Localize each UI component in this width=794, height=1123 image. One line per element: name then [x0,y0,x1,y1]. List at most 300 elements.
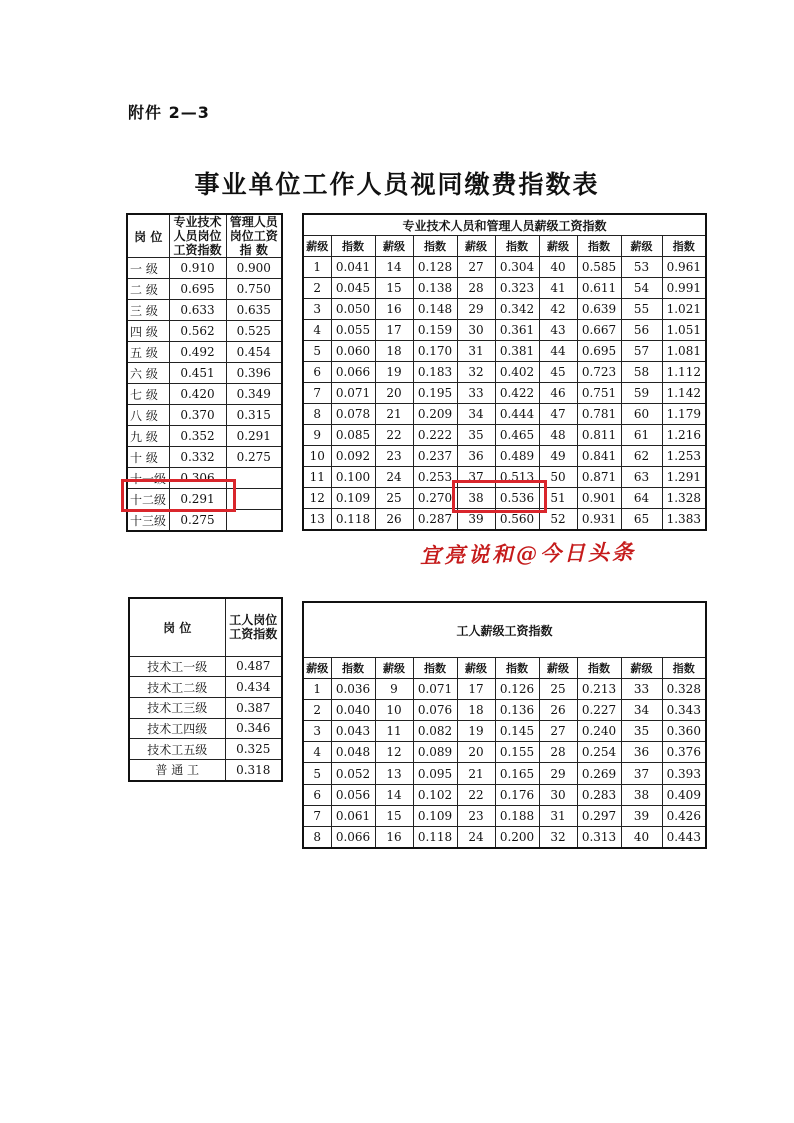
table-cell: 0.066 [331,826,375,848]
column-header: 指数 [662,236,706,257]
table-cell: 0.287 [413,509,457,531]
table-cell: 39 [621,805,662,826]
table-cell: 六 级 [127,363,169,384]
attachment-label: 附件 2—3 [128,103,210,122]
table-cell: 0.109 [331,488,375,509]
table-cell: 0.056 [331,784,375,805]
table-row [303,721,706,742]
table-cell: 0.451 [169,363,226,384]
table-cell: 0.222 [413,425,457,446]
table-row [303,320,706,341]
table-cell: 1.051 [662,320,706,341]
table-cell: 22 [375,425,413,446]
table-cell: 31 [457,341,495,362]
table-cell [226,510,282,532]
table-cell: 0.343 [662,700,706,721]
table-cell: 0.055 [331,320,375,341]
table-cell: 0.297 [577,805,621,826]
table-cell: 13 [375,763,413,784]
table-cell: 0.102 [413,784,457,805]
table-cell: 23 [375,446,413,467]
table-row [129,759,282,780]
table-cell: 技术工二级 [129,677,225,698]
table-cell: 0.076 [413,700,457,721]
table-cell: 0.562 [169,321,226,342]
table-cell: 0.667 [577,320,621,341]
table-cell: 0.349 [226,384,282,405]
table-cell: 1.253 [662,446,706,467]
table-cell: 0.040 [331,700,375,721]
table-cell: 0.304 [495,257,539,278]
table-cell: 1.142 [662,383,706,404]
table-cell: 五 级 [127,342,169,363]
table-cell: 27 [539,721,577,742]
watermark-text: 宜亮说和@今日头条 [419,539,637,568]
column-header: 指数 [577,658,621,679]
table-cell: 49 [539,446,577,467]
worker-post-index-table [128,597,283,782]
column-header: 指数 [413,658,457,679]
table-cell: 0.291 [169,489,226,510]
table-row [303,784,706,805]
table-row [303,362,706,383]
table-cell: 1 [303,257,331,278]
table-cell: 21 [375,404,413,425]
table-row [127,405,282,426]
table-cell: 24 [457,826,495,848]
table-row [303,299,706,320]
column-header: 指数 [495,236,539,257]
table-cell: 0.871 [577,467,621,488]
table-cell: 十 级 [127,447,169,468]
table-cell: 36 [621,742,662,763]
table-row [127,447,282,468]
table-cell: 51 [539,488,577,509]
table-cell: 0.585 [577,257,621,278]
table-cell: 0.269 [577,763,621,784]
table-row [129,697,282,718]
table-cell: 1.179 [662,404,706,425]
table-cell: 50 [539,467,577,488]
table-cell: 技术工四级 [129,718,225,739]
table-cell: 0.165 [495,763,539,784]
table-cell: 43 [539,320,577,341]
table-row [303,257,706,278]
table-cell: 1.081 [662,341,706,362]
table-row [303,679,706,700]
table-cell: 0.291 [226,426,282,447]
table-cell: 3 [303,721,331,742]
table-cell: 9 [375,679,413,700]
table-cell: 0.048 [331,742,375,763]
table-cell: 0.402 [495,362,539,383]
table-cell: 0.434 [225,677,282,698]
table-cell: 0.066 [331,362,375,383]
column-header: 指数 [331,236,375,257]
column-header: 薪级 [303,658,331,679]
table-cell: 0.489 [495,446,539,467]
table-cell: 0.109 [413,805,457,826]
table-cell: 31 [539,805,577,826]
column-header: 指数 [331,658,375,679]
table-cell: 58 [621,362,662,383]
table-cell: 十一级 [127,468,169,489]
table-cell: 技术工一级 [129,656,225,677]
table-row [303,763,706,784]
table-cell: 0.443 [662,826,706,848]
table-cell: 0.313 [577,826,621,848]
column-header: 指数 [495,658,539,679]
table-cell: 28 [539,742,577,763]
table-cell: 0.159 [413,320,457,341]
table-cell: 20 [457,742,495,763]
table-cell: 0.750 [226,279,282,300]
table-cell: 25 [375,488,413,509]
table-cell: 0.237 [413,446,457,467]
table-cell: 21 [457,763,495,784]
table-cell: 0.387 [225,697,282,718]
table-cell: 38 [621,784,662,805]
table-cell: 19 [375,362,413,383]
table-cell: 0.325 [225,739,282,760]
table-cell: 0.071 [331,383,375,404]
mgmt-post-index-header: 管理人员岗位工资指 数 [226,214,282,258]
table-cell: 42 [539,299,577,320]
table-cell: 0.328 [662,679,706,700]
table-cell: 0.061 [331,805,375,826]
table-row [303,446,706,467]
table-cell: 0.089 [413,742,457,763]
table-cell: 41 [539,278,577,299]
table-cell: 0.910 [169,258,226,279]
table-cell: 25 [539,679,577,700]
table-cell: 38 [457,488,495,509]
column-header: 指数 [662,658,706,679]
table-cell: 59 [621,383,662,404]
table-cell: 0.227 [577,700,621,721]
table-cell: 40 [539,257,577,278]
table-cell: 0.811 [577,425,621,446]
table-cell: 0.270 [413,488,457,509]
table-cell: 0.376 [662,742,706,763]
table-cell: 16 [375,299,413,320]
table-cell: 15 [375,805,413,826]
table-cell: 65 [621,509,662,531]
table-cell: 6 [303,784,331,805]
table-cell: 0.991 [662,278,706,299]
table-cell: 23 [457,805,495,826]
table-cell: 0.118 [413,826,457,848]
table-cell: 一 级 [127,258,169,279]
table-cell: 57 [621,341,662,362]
table-cell: 2 [303,278,331,299]
table-cell: 9 [303,425,331,446]
table-cell: 11 [375,721,413,742]
table-cell: 17 [457,679,495,700]
table-cell: 0.444 [495,404,539,425]
table-cell: 14 [375,784,413,805]
table-cell: 8 [303,826,331,848]
table-row [303,805,706,826]
table-cell: 0.393 [662,763,706,784]
table-cell: 技术工五级 [129,739,225,760]
table-cell: 7 [303,805,331,826]
table-cell: 0.513 [495,467,539,488]
table-row [303,404,706,425]
table-cell: 28 [457,278,495,299]
table-cell: 0.145 [495,721,539,742]
table-cell: 26 [375,509,413,531]
table-row [303,488,706,509]
table-cell: 0.723 [577,362,621,383]
tech-post-index-header: 专业技术人员岗位工资指数 [169,214,226,258]
table-cell: 1.291 [662,467,706,488]
table-cell: 1.216 [662,425,706,446]
table-cell: 0.275 [169,510,226,532]
table-cell: 0.253 [413,467,457,488]
table-cell: 0.931 [577,509,621,531]
table-cell: 八 级 [127,405,169,426]
table-cell: 5 [303,763,331,784]
table-cell: 四 级 [127,321,169,342]
column-header: 薪级 [457,658,495,679]
table-cell: 0.318 [225,759,282,780]
table-row [303,742,706,763]
table-cell: 0.370 [169,405,226,426]
table-cell: 0.183 [413,362,457,383]
table-cell: 5 [303,341,331,362]
table-cell: 54 [621,278,662,299]
table-row [129,656,282,677]
table-cell: 0.422 [495,383,539,404]
table-cell: 0.961 [662,257,706,278]
table-cell: 0.525 [226,321,282,342]
table-cell: 60 [621,404,662,425]
table-cell: 2 [303,700,331,721]
table-cell: 0.361 [495,320,539,341]
table-row [303,509,706,531]
table-cell: 0.396 [226,363,282,384]
table-cell [226,489,282,510]
column-header: 薪级 [303,236,331,257]
table-cell: 55 [621,299,662,320]
table-cell: 34 [621,700,662,721]
table-cell: 19 [457,721,495,742]
table-cell: 32 [457,362,495,383]
table-cell: 0.332 [169,447,226,468]
table-row [303,467,706,488]
salary-grade-rows [303,257,706,531]
table-cell: 53 [621,257,662,278]
post-index-table [126,213,283,532]
table-cell: 0.176 [495,784,539,805]
table-cell: 0.487 [225,656,282,677]
table-cell: 1.021 [662,299,706,320]
table-cell: 10 [375,700,413,721]
table-cell: 0.138 [413,278,457,299]
table-cell: 35 [621,721,662,742]
table-cell: 1.383 [662,509,706,531]
table-row [303,278,706,299]
table-cell: 0.078 [331,404,375,425]
table-cell: 七 级 [127,384,169,405]
table-cell: 0.360 [662,721,706,742]
table-cell: 0.342 [495,299,539,320]
worker-salary-caption: 工人薪级工资指数 [303,602,706,658]
table-cell: 0.092 [331,446,375,467]
table-cell: 0.426 [662,805,706,826]
table-cell: 35 [457,425,495,446]
table-cell: 34 [457,404,495,425]
table-cell: 0.148 [413,299,457,320]
table-row [127,363,282,384]
table-row [127,384,282,405]
document-title: 事业单位工作人员视同缴费指数表 [194,170,600,199]
table-cell: 30 [457,320,495,341]
table-cell: 技术工三级 [129,697,225,718]
column-header: 薪级 [539,658,577,679]
table-cell: 0.041 [331,257,375,278]
table-row [127,468,282,489]
table-cell: 0.085 [331,425,375,446]
table-cell: 13 [303,509,331,531]
table-cell: 20 [375,383,413,404]
table-cell: 46 [539,383,577,404]
table-cell: 24 [375,467,413,488]
table-cell: 7 [303,383,331,404]
table-cell: 0.695 [577,341,621,362]
table-row [127,426,282,447]
table-cell: 0.052 [331,763,375,784]
table-cell: 0.155 [495,742,539,763]
table-cell: 0.128 [413,257,457,278]
table-row [303,383,706,404]
table-cell: 14 [375,257,413,278]
table-cell: 11 [303,467,331,488]
table-cell: 61 [621,425,662,446]
table-cell: 0.454 [226,342,282,363]
table-cell: 三 级 [127,300,169,321]
table-cell: 0.136 [495,700,539,721]
table-cell: 63 [621,467,662,488]
table-cell: 45 [539,362,577,383]
table-cell: 4 [303,320,331,341]
table-row [303,700,706,721]
table-cell: 10 [303,446,331,467]
table-cell: 1 [303,679,331,700]
worker-salary-index-table [302,601,707,849]
table-cell: 0.240 [577,721,621,742]
table-cell: 30 [539,784,577,805]
table-row [127,342,282,363]
table-cell: 0.050 [331,299,375,320]
table-cell: 0.381 [495,341,539,362]
table-cell [226,468,282,489]
table-cell: 0.275 [226,447,282,468]
table-row [129,677,282,698]
worker-post-rows [129,656,282,781]
table-cell: 15 [375,278,413,299]
table-cell: 0.036 [331,679,375,700]
table-cell: 0.611 [577,278,621,299]
table-cell: 29 [457,299,495,320]
table-cell: 62 [621,446,662,467]
worker-post-index-header: 工人岗位工资指数 [225,598,282,656]
table-cell: 1.328 [662,488,706,509]
table-cell: 16 [375,826,413,848]
table-cell: 0.126 [495,679,539,700]
table-row [127,510,282,532]
table-cell: 0.170 [413,341,457,362]
table-cell: 0.082 [413,721,457,742]
table-row [129,739,282,760]
table-cell: 0.536 [495,488,539,509]
table-cell: 47 [539,404,577,425]
table-cell: 0.045 [331,278,375,299]
salary-grade-index-table [302,213,707,531]
table-cell: 0.465 [495,425,539,446]
table-cell: 0.195 [413,383,457,404]
table-row [127,321,282,342]
table-cell: 0.209 [413,404,457,425]
table-cell: 0.633 [169,300,226,321]
table-cell: 0.346 [225,718,282,739]
worker-salary-col-headers [303,658,706,679]
table-cell: 0.213 [577,679,621,700]
table-row [303,425,706,446]
column-header: 指数 [577,236,621,257]
table-cell: 普 通 工 [129,759,225,780]
table-cell: 0.043 [331,721,375,742]
table-row [127,279,282,300]
table-cell: 3 [303,299,331,320]
table-cell: 十二级 [127,489,169,510]
table-cell: 18 [375,341,413,362]
table-cell: 0.420 [169,384,226,405]
table-cell: 0.200 [495,826,539,848]
table-cell: 1.112 [662,362,706,383]
table-cell: 40 [621,826,662,848]
table-cell: 29 [539,763,577,784]
table-cell: 九 级 [127,426,169,447]
table-row [129,718,282,739]
table-cell: 0.352 [169,426,226,447]
table-cell: 0.306 [169,468,226,489]
table-cell: 0.254 [577,742,621,763]
worker-salary-rows [303,679,706,848]
table-cell: 0.409 [662,784,706,805]
table-row [127,489,282,510]
table-cell: 4 [303,742,331,763]
table-cell: 22 [457,784,495,805]
table-cell: 6 [303,362,331,383]
table-cell: 18 [457,700,495,721]
table-row [303,341,706,362]
table-cell: 0.900 [226,258,282,279]
post-header: 岗 位 [127,214,169,258]
table-cell: 0.283 [577,784,621,805]
column-header: 薪级 [375,236,413,257]
table-cell: 0.639 [577,299,621,320]
table-cell: 0.315 [226,405,282,426]
table-cell: 37 [457,467,495,488]
table-cell: 0.751 [577,383,621,404]
table-cell: 26 [539,700,577,721]
table-cell: 37 [621,763,662,784]
table-cell: 0.781 [577,404,621,425]
table-cell: 0.100 [331,467,375,488]
table-cell: 44 [539,341,577,362]
